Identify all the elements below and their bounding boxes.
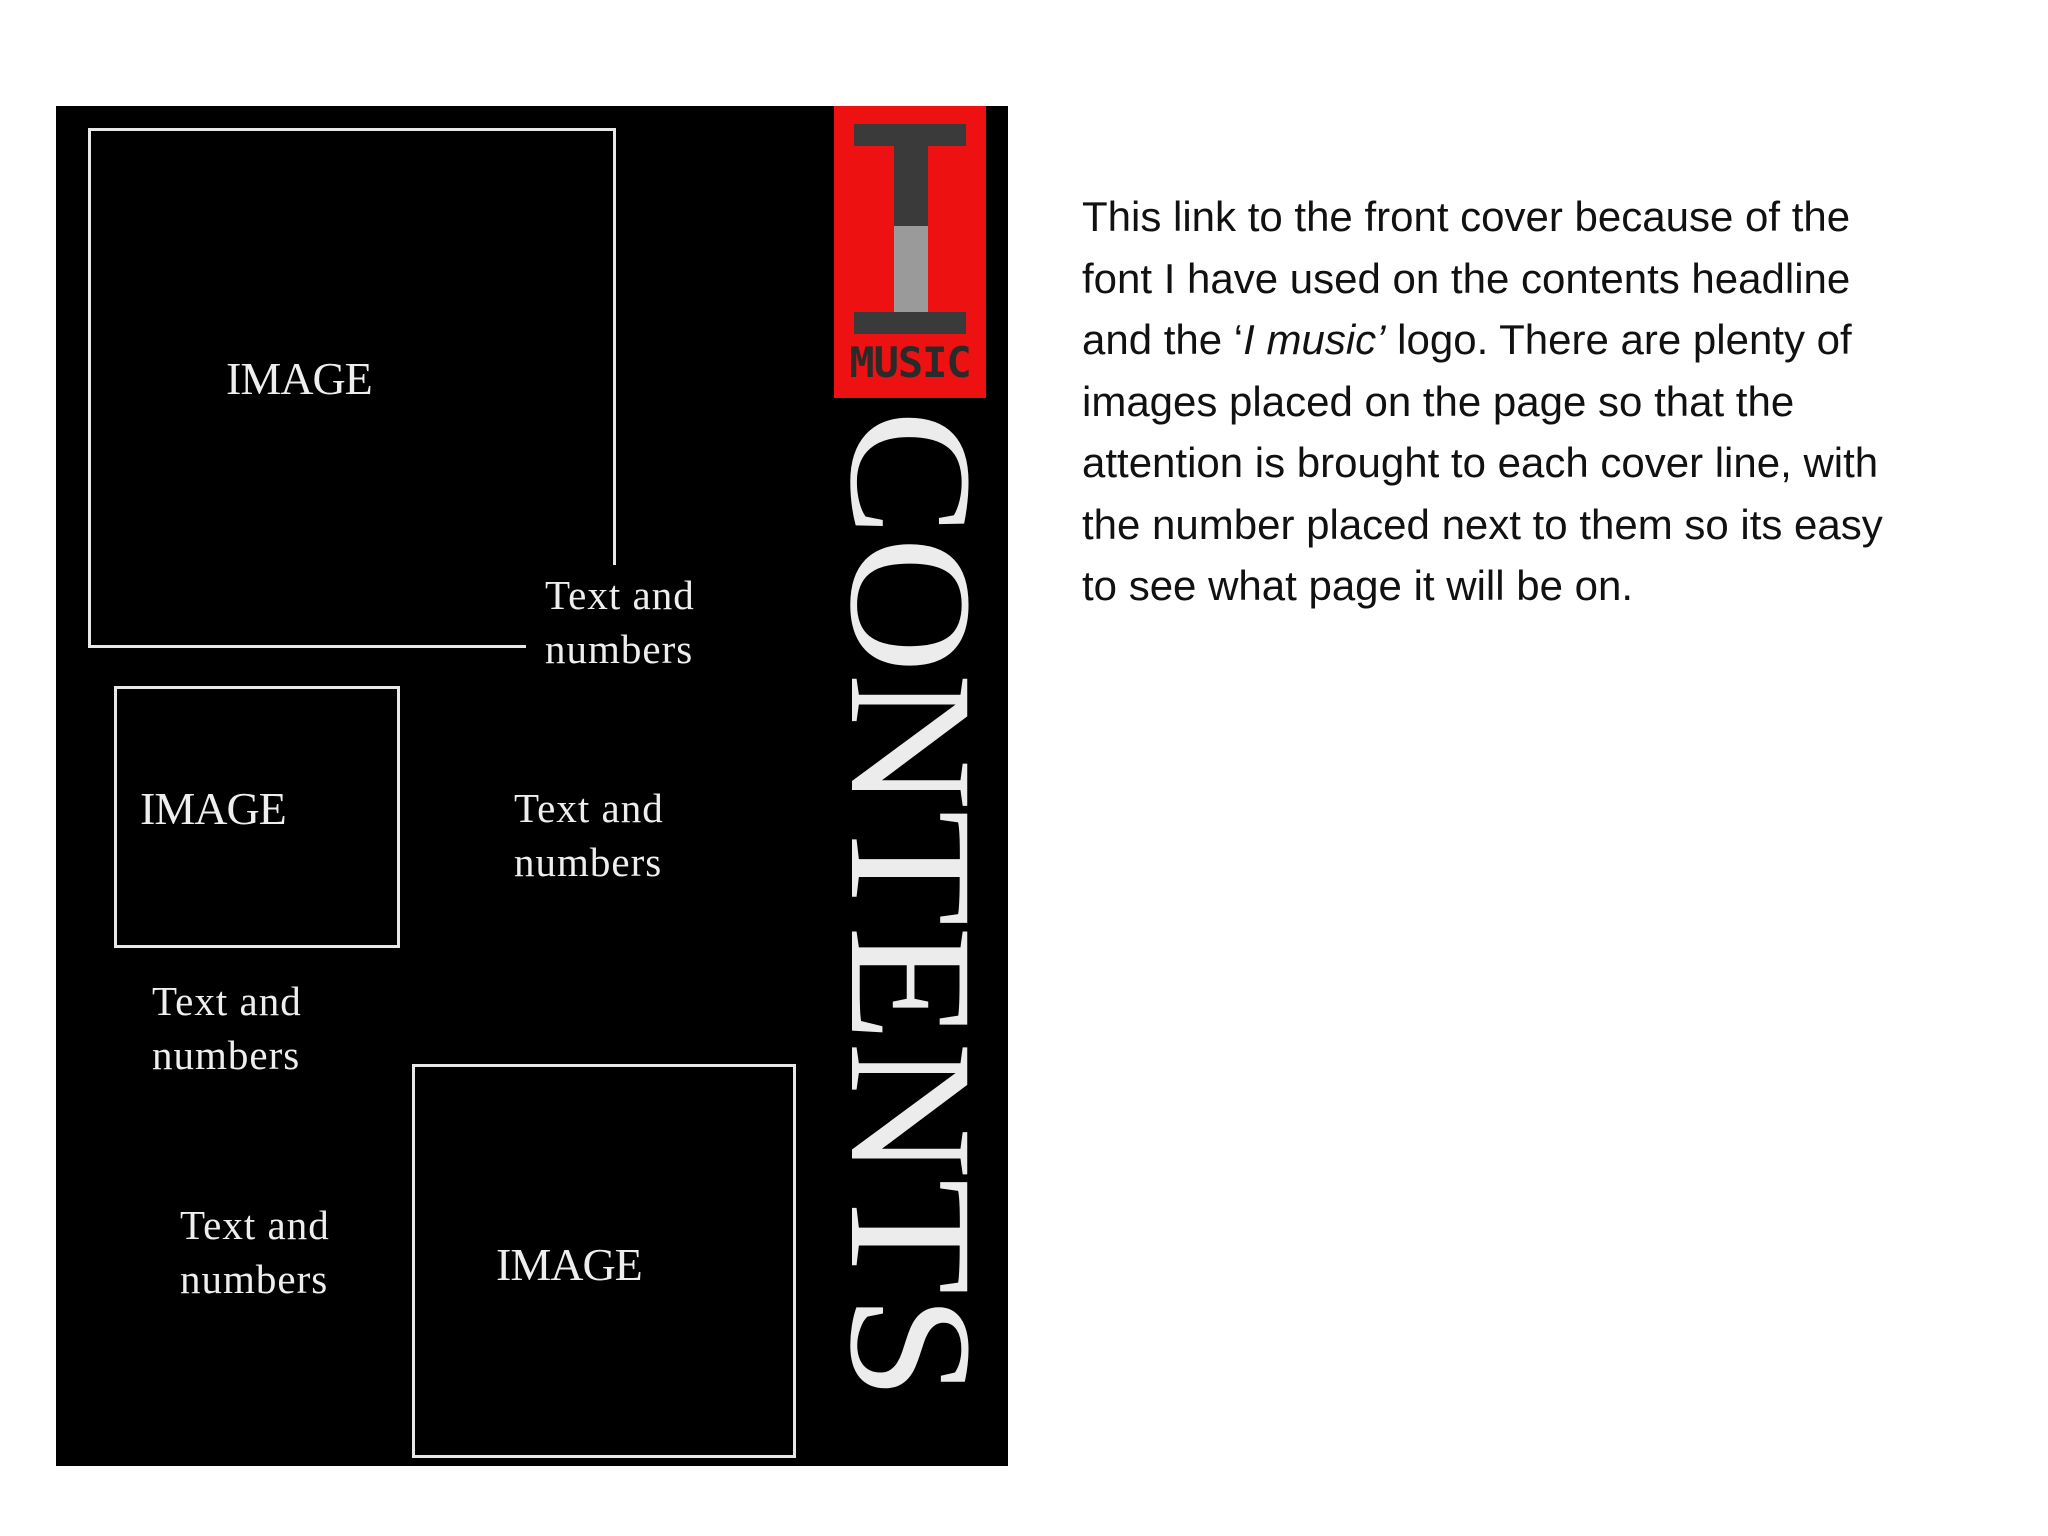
description-part-2: logo. There are plenty of images placed on the page so that the attention is brought to each cover line, with the number placed next to them so its easy to see what page it will be on. — [1082, 316, 1883, 609]
music-word: MUSIC — [849, 338, 971, 387]
image-label-middle: IMAGE — [140, 783, 286, 834]
description-text — [1082, 186, 1902, 617]
text-block-4: Text and numbers — [180, 1202, 330, 1302]
image-label-large: IMAGE — [226, 353, 372, 404]
text-block-1: Text and numbers — [545, 572, 695, 672]
text-block-2: Text and numbers — [514, 785, 664, 885]
description-part-1: This link to the front cover because of the font I have used on the contents headline and the ‘ — [1082, 193, 1851, 363]
contents-headline: CONTENTS — [813, 410, 1008, 1330]
i-music-logo — [834, 106, 986, 398]
contents-page-mockup — [56, 106, 1008, 1466]
image-label-bottom: IMAGE — [496, 1239, 642, 1290]
description-italic: I music’ — [1243, 316, 1386, 363]
text-block-3: Text and numbers — [152, 978, 302, 1078]
contents-headline-graphic — [813, 406, 1008, 1406]
